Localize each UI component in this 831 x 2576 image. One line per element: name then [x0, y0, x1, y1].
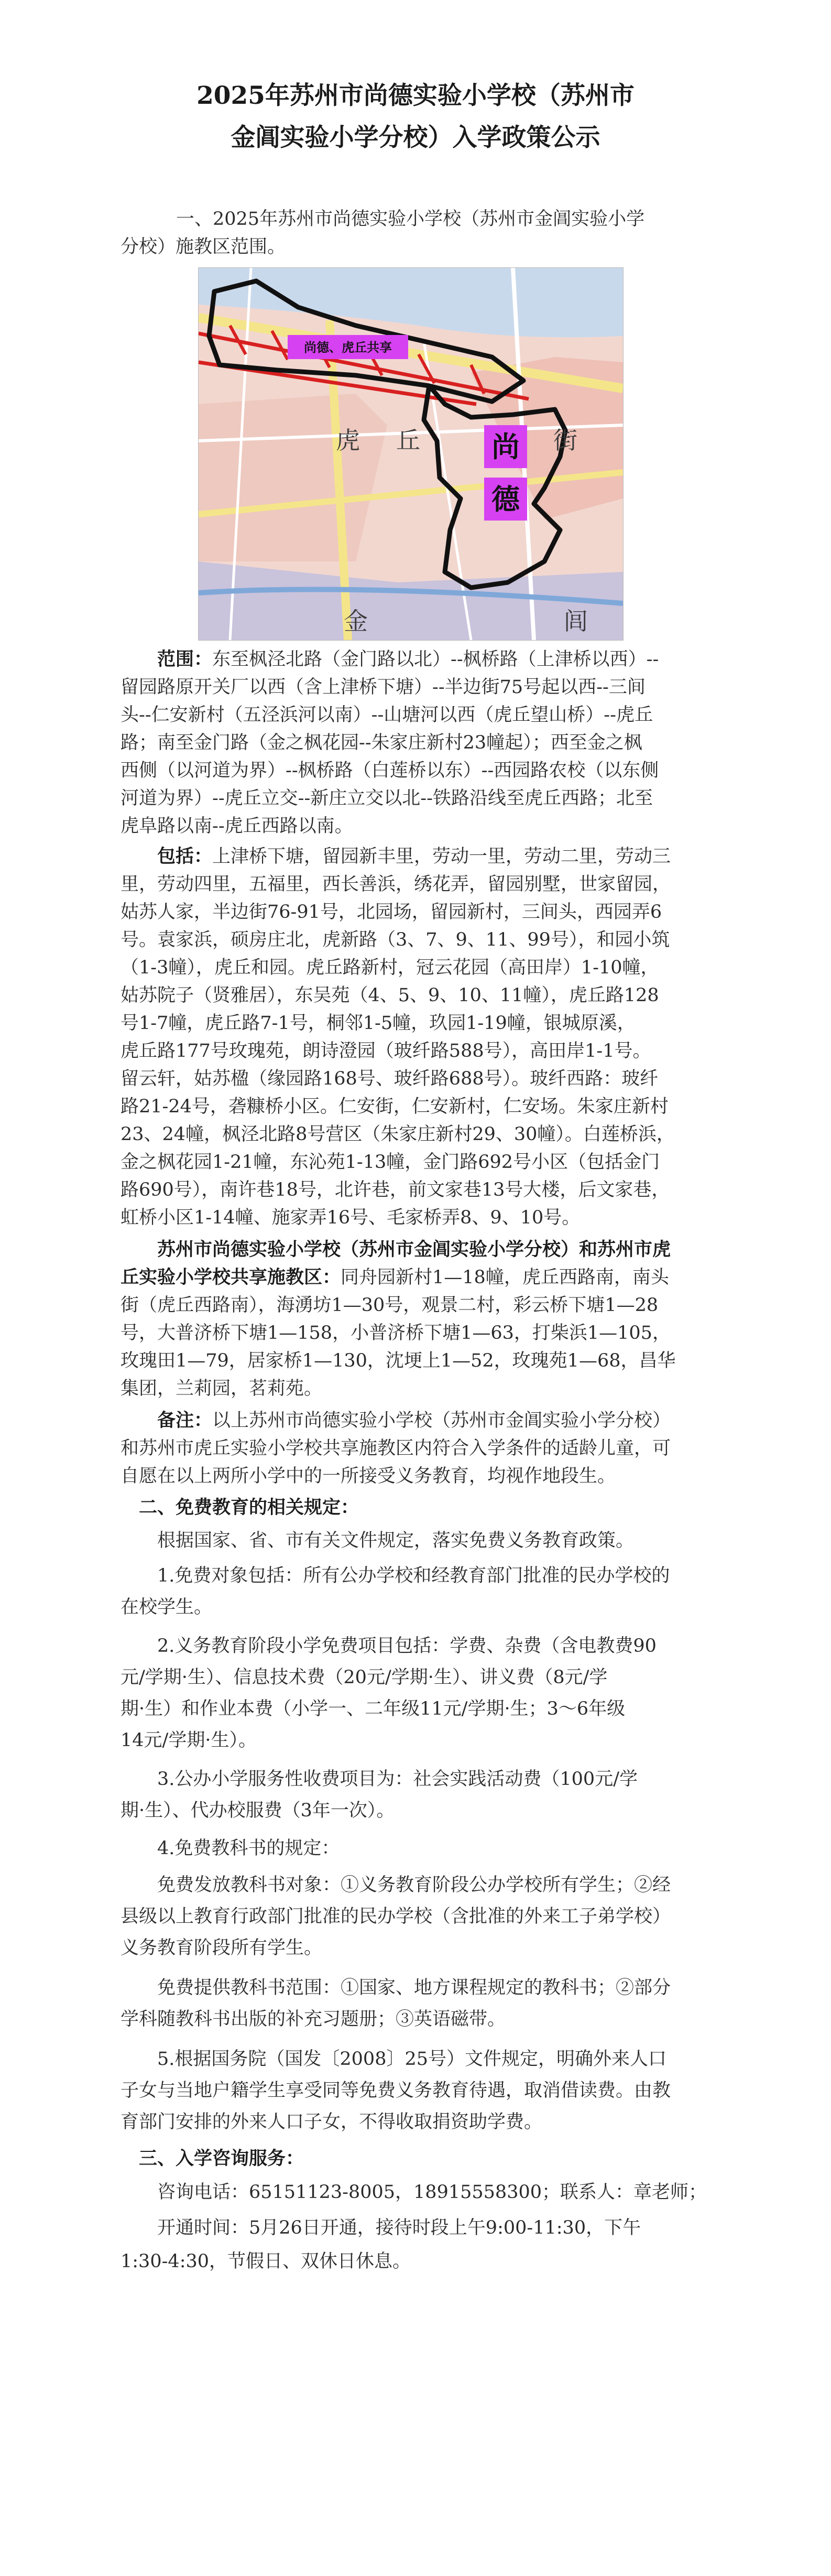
map-banner-label: 尚德、虎丘共享: [304, 340, 392, 355]
catchment-map: [198, 267, 624, 641]
include-line: 号1-7幢，虎丘路7-1号，桐邻1-5幢，玖园1-19幢，银城原溪，: [121, 1013, 636, 1034]
range-line: 河道为界）--虎丘立交--新庄立交以北--铁路沿线至虎丘西路；北至: [121, 788, 653, 809]
include-line: 虹桥小区1-14幢、施家弄16号、毛家桥弄8、9、10号。: [121, 1207, 581, 1228]
map-road-char: 金: [344, 607, 368, 635]
section2-line: 在校学生。: [121, 1597, 213, 1618]
include-line: 姑苏院子（贤雅居），东吴苑（4、5、9、10、11幢），虎丘路128: [121, 985, 659, 1006]
shared-heading-line-2: 丘实验小学校共享施教区：: [121, 1267, 341, 1288]
section2-line: 5.根据国务院（国发〔2008〕25号）文件规定，明确外来人口: [157, 2049, 667, 2070]
include-line: 姑苏人家，半边街76-91号，北园场，留园新村，三间头，西园弄6: [121, 902, 662, 923]
section2-line: 期·生）、代办校服费（3年一次）。: [121, 1800, 395, 1821]
range-line: 范围：东至枫泾北路（金门路以北）--枫桥路（上津桥以西）--: [157, 648, 659, 670]
map-school-label-1: 尚: [491, 430, 520, 463]
section2-line: 2.义务教育阶段小学免费项目包括：学费、杂费（含电教费90: [157, 1636, 657, 1657]
include-line: （1-3幢），虎丘和园。虎丘路新村，冠云花园（高田岸）1-10幢，: [121, 957, 659, 978]
include-line: 23、24幢，枫泾北路8号营区（朱家庄新村29、30幢）。白莲桥浜，: [121, 1124, 675, 1145]
section3-line: 开通时间：5月26日开通，接待时段上午9:00-11:30，下午: [157, 2217, 641, 2238]
map-road-char: 虎: [336, 426, 360, 454]
shared-line: 街（虎丘西路南），海湧坊1—30号，观景二村，彩云桥下塘1—28: [121, 1295, 659, 1316]
section2-line: 县级以上教育行政部门批准的民办学校（含批准的外来工子弟学校）: [121, 1906, 671, 1927]
section2-line: 1.免费对象包括：所有公办学校和经教育部门批准的民办学校的: [157, 1565, 670, 1586]
note-line: 自愿在以上两所小学中的一所接受义务教育，均视作地段生。: [121, 1466, 616, 1487]
section3-line: 咨询电话：65151123-8005，18915558300；联系人：章老师；: [157, 2182, 707, 2203]
section2-line: 14元/学期·生）。: [121, 1730, 257, 1751]
shared-line: 丘实验小学校共享施教区：同舟园新村1—18幢，虎丘西路南，南头: [121, 1267, 669, 1288]
map-road-char: 街: [553, 426, 577, 454]
include-line: 里，劳动四里，五福里，西长善浜，绣花弄，留园别墅，世家留园，: [121, 874, 671, 895]
note-label: 备注：: [157, 1410, 213, 1431]
map-school-label-2: 德: [491, 482, 520, 516]
include-line: 路690号），南许巷18号，北许巷，前文家巷13号大楼，后文家巷，: [121, 1179, 670, 1200]
include-line: 路21-24号，砻糠桥小区。仁安街，仁安新村，仁安场。朱家庄新村: [121, 1096, 669, 1117]
section2-heading: 二、免费教育的相关规定：: [139, 1497, 359, 1518]
range-line: 虎阜路以南--虎丘西路以南。: [121, 816, 353, 837]
include-line: 包括：上津桥下塘，留园新丰里，劳动一里，劳动二里，劳动三: [157, 846, 671, 867]
section2-line: 学科随教科书出版的补充习题册；③英语磁带。: [121, 2009, 506, 2030]
note-line: 备注：以上苏州市尚德实验小学校（苏州市金阊实验小学分校）: [157, 1410, 671, 1431]
section2-line: 期·生）和作业本费（小学一、二年级11元/学期·生；3～6年级: [121, 1698, 626, 1719]
section1-heading-line-2: 分校）施教区范围。: [121, 236, 286, 257]
page-title-line-1: 2025年苏州市尚德实验小学校（苏州市: [196, 81, 635, 110]
include-label: 包括：: [157, 846, 213, 867]
section2-line: 免费提供教科书范围：①国家、地方课程规定的教科书；②部分: [157, 1977, 671, 1998]
note-line: 和苏州市虎丘实验小学校共享施教区内符合入学条件的适龄儿童，可: [121, 1438, 671, 1459]
section2-line: 3.公办小学服务性收费项目为：社会实践活动费（100元/学: [157, 1769, 638, 1790]
range-line: 路；南至金门路（金之枫花园--朱家庄新村23幢起）；西至金之枫: [121, 732, 642, 753]
range-line: 留园路原开关厂以西（含上津桥下塘）--半边街75号起以西--三间: [121, 677, 646, 698]
shared-line: 号，大普济桥下塘1—158，小普济桥下塘1—63，打柴浜1—105，: [121, 1323, 671, 1344]
section3-heading: 三、入学咨询服务：: [139, 2148, 304, 2169]
section1-heading-line-1: 一、2025年苏州市尚德实验小学校（苏州市金阊实验小学: [176, 209, 645, 230]
section2-line: 义务教育阶段所有学生。: [121, 1938, 323, 1958]
section2-line: 子女与当地户籍学生享受同等免费义务教育待遇，取消借读费。由教: [121, 2080, 671, 2101]
include-line: 金之枫花园1-21幢，东沁苑1-13幢，金门路692号小区（包括金门: [121, 1152, 660, 1173]
section2-line: 元/学期·生）、信息技术费（20元/学期·生）、讲义费（8元/学: [121, 1667, 608, 1688]
section3-line: 1:30-4:30，节假日、双休日休息。: [121, 2251, 411, 2272]
shared-line: 玫瑰田1—79，居家桥1—130，沈埂上1—52，玫瑰苑1—68，昌华: [121, 1350, 676, 1371]
range-line: 西侧（以河道为界）--枫桥路（白莲桥以东）--西园路农校（以东侧: [121, 760, 659, 781]
section2-line: 育部门安排的外来人口子女，不得收取捐资助学费。: [121, 2112, 543, 2133]
include-line: 虎丘路177号玫瑰苑，朗诗澄园（玻纤路588号），高田岸1-1号。: [121, 1041, 651, 1062]
include-line: 号。袁家浜，硕房庄北，虎新路（3、7、9、11、99号），和园小筑: [121, 929, 670, 950]
range-label: 范围：: [157, 648, 213, 670]
shared-line: 集团，兰莉园，茗莉苑。: [121, 1378, 323, 1399]
include-line: 留云轩，姑苏楹（缘园路168号、玻纤路688号）。玻纤西路：玻纤: [121, 1068, 659, 1089]
shared-heading-line-1: 苏州市尚德实验小学校（苏州市金阊实验小学分校）和苏州市虎: [157, 1239, 671, 1260]
map-road-char: 闾: [564, 607, 588, 635]
section2-line: 免费发放教科书对象：①义务教育阶段公办学校所有学生；②经: [157, 1875, 671, 1896]
page-title-line-2: 金阊实验小学分校）入学政策公示: [231, 123, 600, 152]
map-road-char: 丘: [396, 426, 420, 454]
section2-line: 根据国家、省、市有关文件规定，落实免费义务教育政策。: [157, 1530, 635, 1551]
section2-line: 4.免费教科书的规定：: [157, 1838, 340, 1859]
range-line: 头--仁安新村（五泾浜河以南）--山塘河以西（虎丘望山桥）--虎丘: [121, 705, 653, 726]
